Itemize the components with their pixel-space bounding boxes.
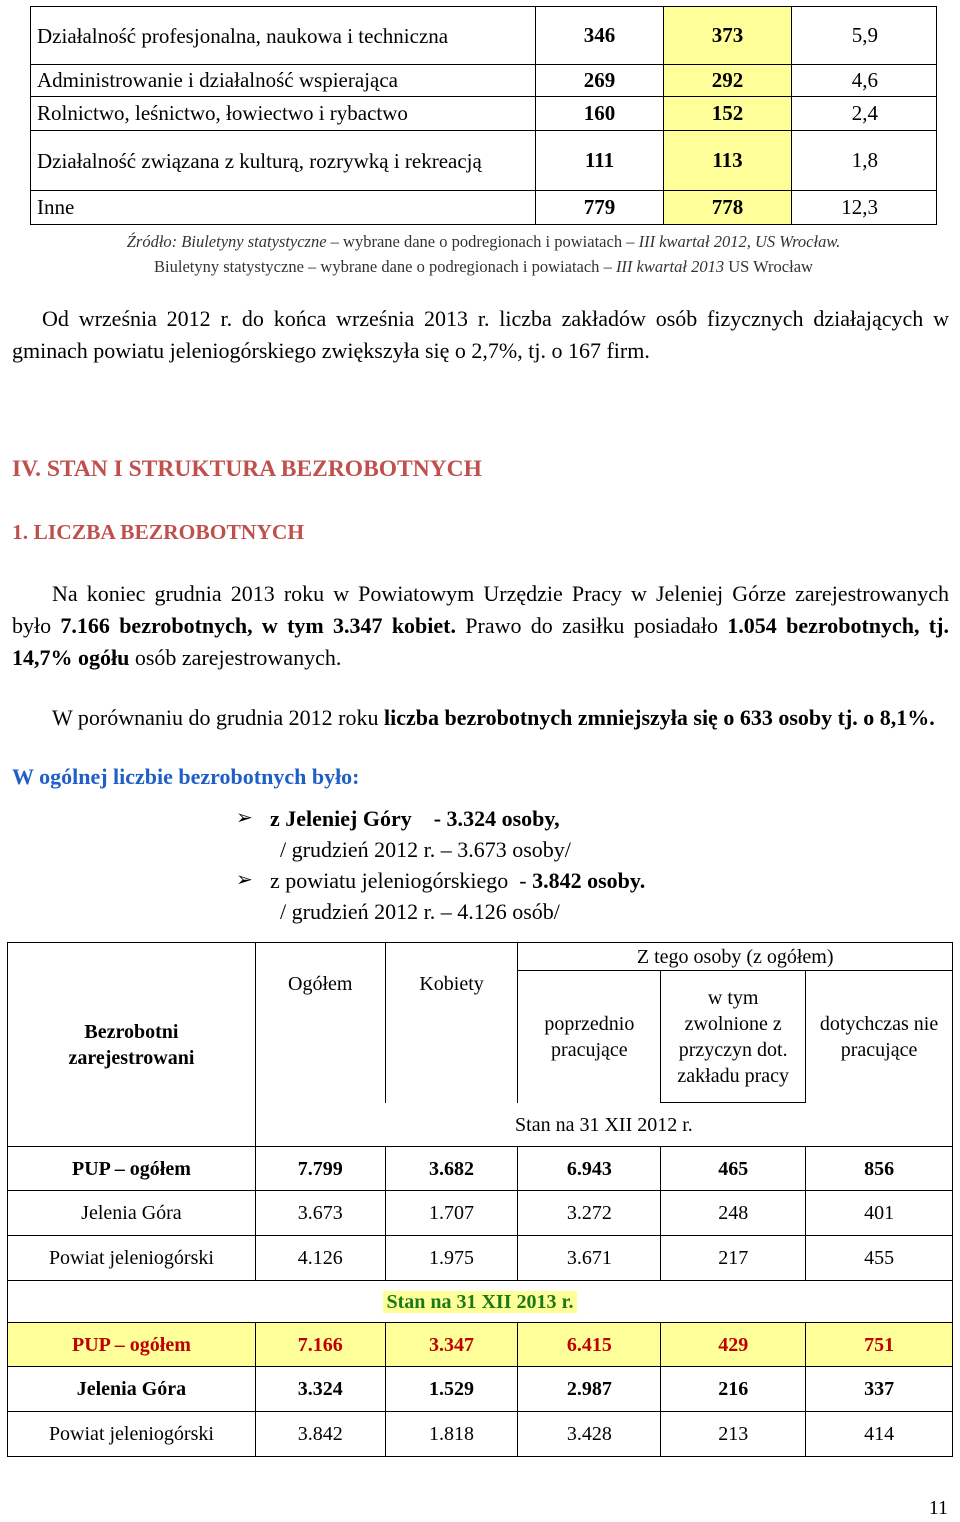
cell-zwolnione: 429	[661, 1323, 806, 1367]
header-z-tego: Z tego osoby (z ogółem)	[518, 943, 953, 971]
value-2012: 160	[536, 97, 664, 131]
value-pct: 2,4	[792, 97, 937, 131]
cell-dotychczas: 751	[806, 1323, 953, 1367]
list-item	[236, 865, 645, 896]
source-mid: wybrane dane o podregionach i powiatach	[320, 257, 600, 276]
cell-ogolem: 7.799	[255, 1147, 385, 1191]
industry-table	[30, 6, 937, 225]
row-label: PUP – ogółem	[8, 1323, 256, 1367]
paragraph-comparison	[12, 702, 949, 734]
cell-kobiety: 1.707	[385, 1191, 518, 1236]
source-line-2: Biuletyny statystyczne – wybrane dane o podregionach i powiatach – III kwartał 2013 US Wrocław	[154, 257, 813, 276]
table-row	[8, 1323, 953, 1367]
header-dotychczas: dotychczas nie pracujące	[806, 971, 953, 1103]
source-end: US Wrocław	[728, 257, 813, 276]
cell-dotychczas: 414	[806, 1412, 953, 1457]
table-row	[8, 1191, 953, 1236]
table-row	[31, 7, 937, 65]
text-bold: 7.166 bezrobotnych, w tym 3.347 kobiet.	[60, 613, 456, 638]
cell-zwolnione: 216	[661, 1367, 806, 1412]
cell-ogolem: 3.673	[255, 1191, 385, 1236]
cell-zwolnione: 217	[661, 1236, 806, 1281]
value-pct: 4,6	[792, 65, 937, 97]
value-pct: 5,9	[792, 7, 937, 65]
arrow-bullet-icon: ➢	[236, 869, 253, 891]
text-bold: 3.842 osoby.	[532, 868, 646, 893]
list-subitem: / grudzień 2012 r. – 3.673 osoby/	[280, 837, 571, 862]
row-label: Jelenia Góra	[8, 1367, 256, 1412]
header-ogolem: Ogółem	[255, 943, 385, 1103]
page-number: 11	[928, 1497, 948, 1519]
stan-2012-label: Stan na 31 XII 2012 r.	[255, 1103, 952, 1147]
arrow-bullet-icon: ➢	[236, 807, 253, 829]
breakdown-list	[236, 803, 645, 927]
table-row	[31, 65, 937, 97]
row-label: Jelenia Góra	[8, 1191, 256, 1236]
row-name: Działalność profesjonalna, naukowa i techniczna	[31, 7, 536, 65]
row-label: Powiat jeleniogórski	[8, 1412, 256, 1457]
text: Prawo do zasiłku posiadało	[456, 613, 728, 638]
cell-kobiety: 1.818	[385, 1412, 518, 1457]
subsection-heading: 1. LICZBA BEZROBOTNYCH	[12, 520, 305, 544]
cell-poprzednio: 3.272	[518, 1191, 661, 1236]
value-2012: 269	[536, 65, 664, 97]
source-suffix: III kwartał 2013	[615, 257, 725, 276]
cell-kobiety: 3.682	[385, 1147, 518, 1191]
source-prefix: Źródło: Biuletyny statystyczne	[126, 232, 327, 251]
cell-dotychczas: 455	[806, 1236, 953, 1281]
value-2013: 152	[664, 97, 792, 131]
cell-poprzednio: 2.987	[518, 1367, 661, 1412]
value-2012: 111	[536, 131, 664, 191]
value-2013: 292	[664, 65, 792, 97]
value-2012: 346	[536, 7, 664, 65]
row-label: PUP – ogółem	[8, 1147, 256, 1191]
table-row	[31, 191, 937, 225]
row-name: Działalność związana z kulturą, rozrywką i rekreacją	[31, 131, 536, 191]
stan-2013-row	[8, 1281, 953, 1323]
list-subitem: / grudzień 2012 r. – 4.126 osób/	[280, 899, 560, 924]
text: Na koniec grudnia 2013 roku w Powiatowym Urzędzie Pracy w Jeleniej Górze zarejestrowanych było	[12, 581, 949, 638]
text: osób zarejestrowanych.	[129, 645, 342, 670]
cell-ogolem: 4.126	[255, 1236, 385, 1281]
header-bezrobotni: Bezrobotni zarejestrowani	[8, 943, 256, 1147]
row-name: Inne	[31, 191, 536, 225]
breakdown-heading: W ogólnej liczbie bezrobotnych było:	[12, 764, 360, 789]
text-bold: 1.054 bezrobotnych, tj. 14,7% ogółu	[12, 613, 949, 670]
cell-kobiety: 3.347	[385, 1323, 518, 1367]
cell-ogolem: 3.842	[255, 1412, 385, 1457]
source-suffix: III kwartał 2012, US Wrocław.	[638, 232, 841, 251]
list-item	[236, 803, 645, 834]
header-row	[8, 1281, 953, 1323]
value-2013: 113	[664, 131, 792, 191]
table-row	[8, 1367, 953, 1412]
text-bold: 324 osoby,	[463, 806, 560, 831]
cell-poprzednio: 3.428	[518, 1412, 661, 1457]
cell-zwolnione: 248	[661, 1191, 806, 1236]
row-label: Powiat jeleniogórski	[8, 1236, 256, 1281]
cell-poprzednio: 3.671	[518, 1236, 661, 1281]
paragraph-firms: Od września 2012 r. do końca września 2013 r. liczba zakładów osób fizycznych działających w gminach powiatu jeleniogórskiego zwiększyła się o 2,7%, tj. o 167 firm.	[12, 306, 949, 363]
cell-poprzednio: 6.415	[518, 1323, 661, 1367]
header-zwolnione: w tym zwolnione z przyczyn dot. zakładu pracy	[661, 971, 806, 1103]
text: W porównaniu do grudnia 2012 roku	[52, 705, 384, 730]
table-row	[8, 1412, 953, 1457]
cell-zwolnione: 465	[661, 1147, 806, 1191]
text-bold: z Jeleniej Góry - 3.	[270, 806, 464, 831]
value-2013: 373	[664, 7, 792, 65]
cell-kobiety: 1.975	[385, 1236, 518, 1281]
cell-dotychczas: 401	[806, 1191, 953, 1236]
value-pct: 1,8	[792, 131, 937, 191]
cell-dotychczas: 337	[806, 1367, 953, 1412]
paragraph-unemployed	[12, 578, 949, 674]
cell-zwolnione: 213	[661, 1412, 806, 1457]
row-name: Administrowanie i działalność wspierająca	[31, 65, 536, 97]
value-pct: 12,3	[792, 191, 937, 225]
cell-ogolem: 7.166	[255, 1323, 385, 1367]
cell-kobiety: 1.529	[385, 1367, 518, 1412]
source-line-1: Źródło: Biuletyny statystyczne – wybrane dane o podregionach i powiatach – III kwartał 2012, US Wrocław.	[126, 232, 841, 251]
text-bold: liczba bezrobotnych zmniejszyła się o 633 osoby tj. o 8,1%.	[384, 705, 935, 730]
source-prefix: Biuletyny statystyczne	[154, 257, 304, 276]
table-row	[8, 1236, 953, 1281]
table-row	[31, 97, 937, 131]
cell-poprzednio: 6.943	[518, 1147, 661, 1191]
section-heading: IV. STAN I STRUKTURA BEZROBOTNYCH	[12, 456, 482, 482]
header-row	[8, 943, 953, 971]
row-name: Rolnictwo, leśnictwo, łowiectwo i rybactwo	[31, 97, 536, 131]
table-row	[8, 1147, 953, 1191]
table-row	[31, 131, 937, 191]
value-2012: 779	[536, 191, 664, 225]
text: z powiatu jeleniogórskiego -	[270, 868, 533, 893]
cell-ogolem: 3.324	[255, 1367, 385, 1412]
value-2013: 778	[664, 191, 792, 225]
source-mid: wybrane dane o podregionach i powiatach	[343, 232, 623, 251]
cell-dotychczas: 856	[806, 1147, 953, 1191]
header-kobiety: Kobiety	[385, 943, 518, 1103]
header-poprzednio: poprzednio pracujące	[518, 971, 661, 1103]
unemployment-table	[7, 942, 953, 1457]
stan-2013-label: Stan na 31 XII 2013 r.	[383, 1291, 576, 1313]
